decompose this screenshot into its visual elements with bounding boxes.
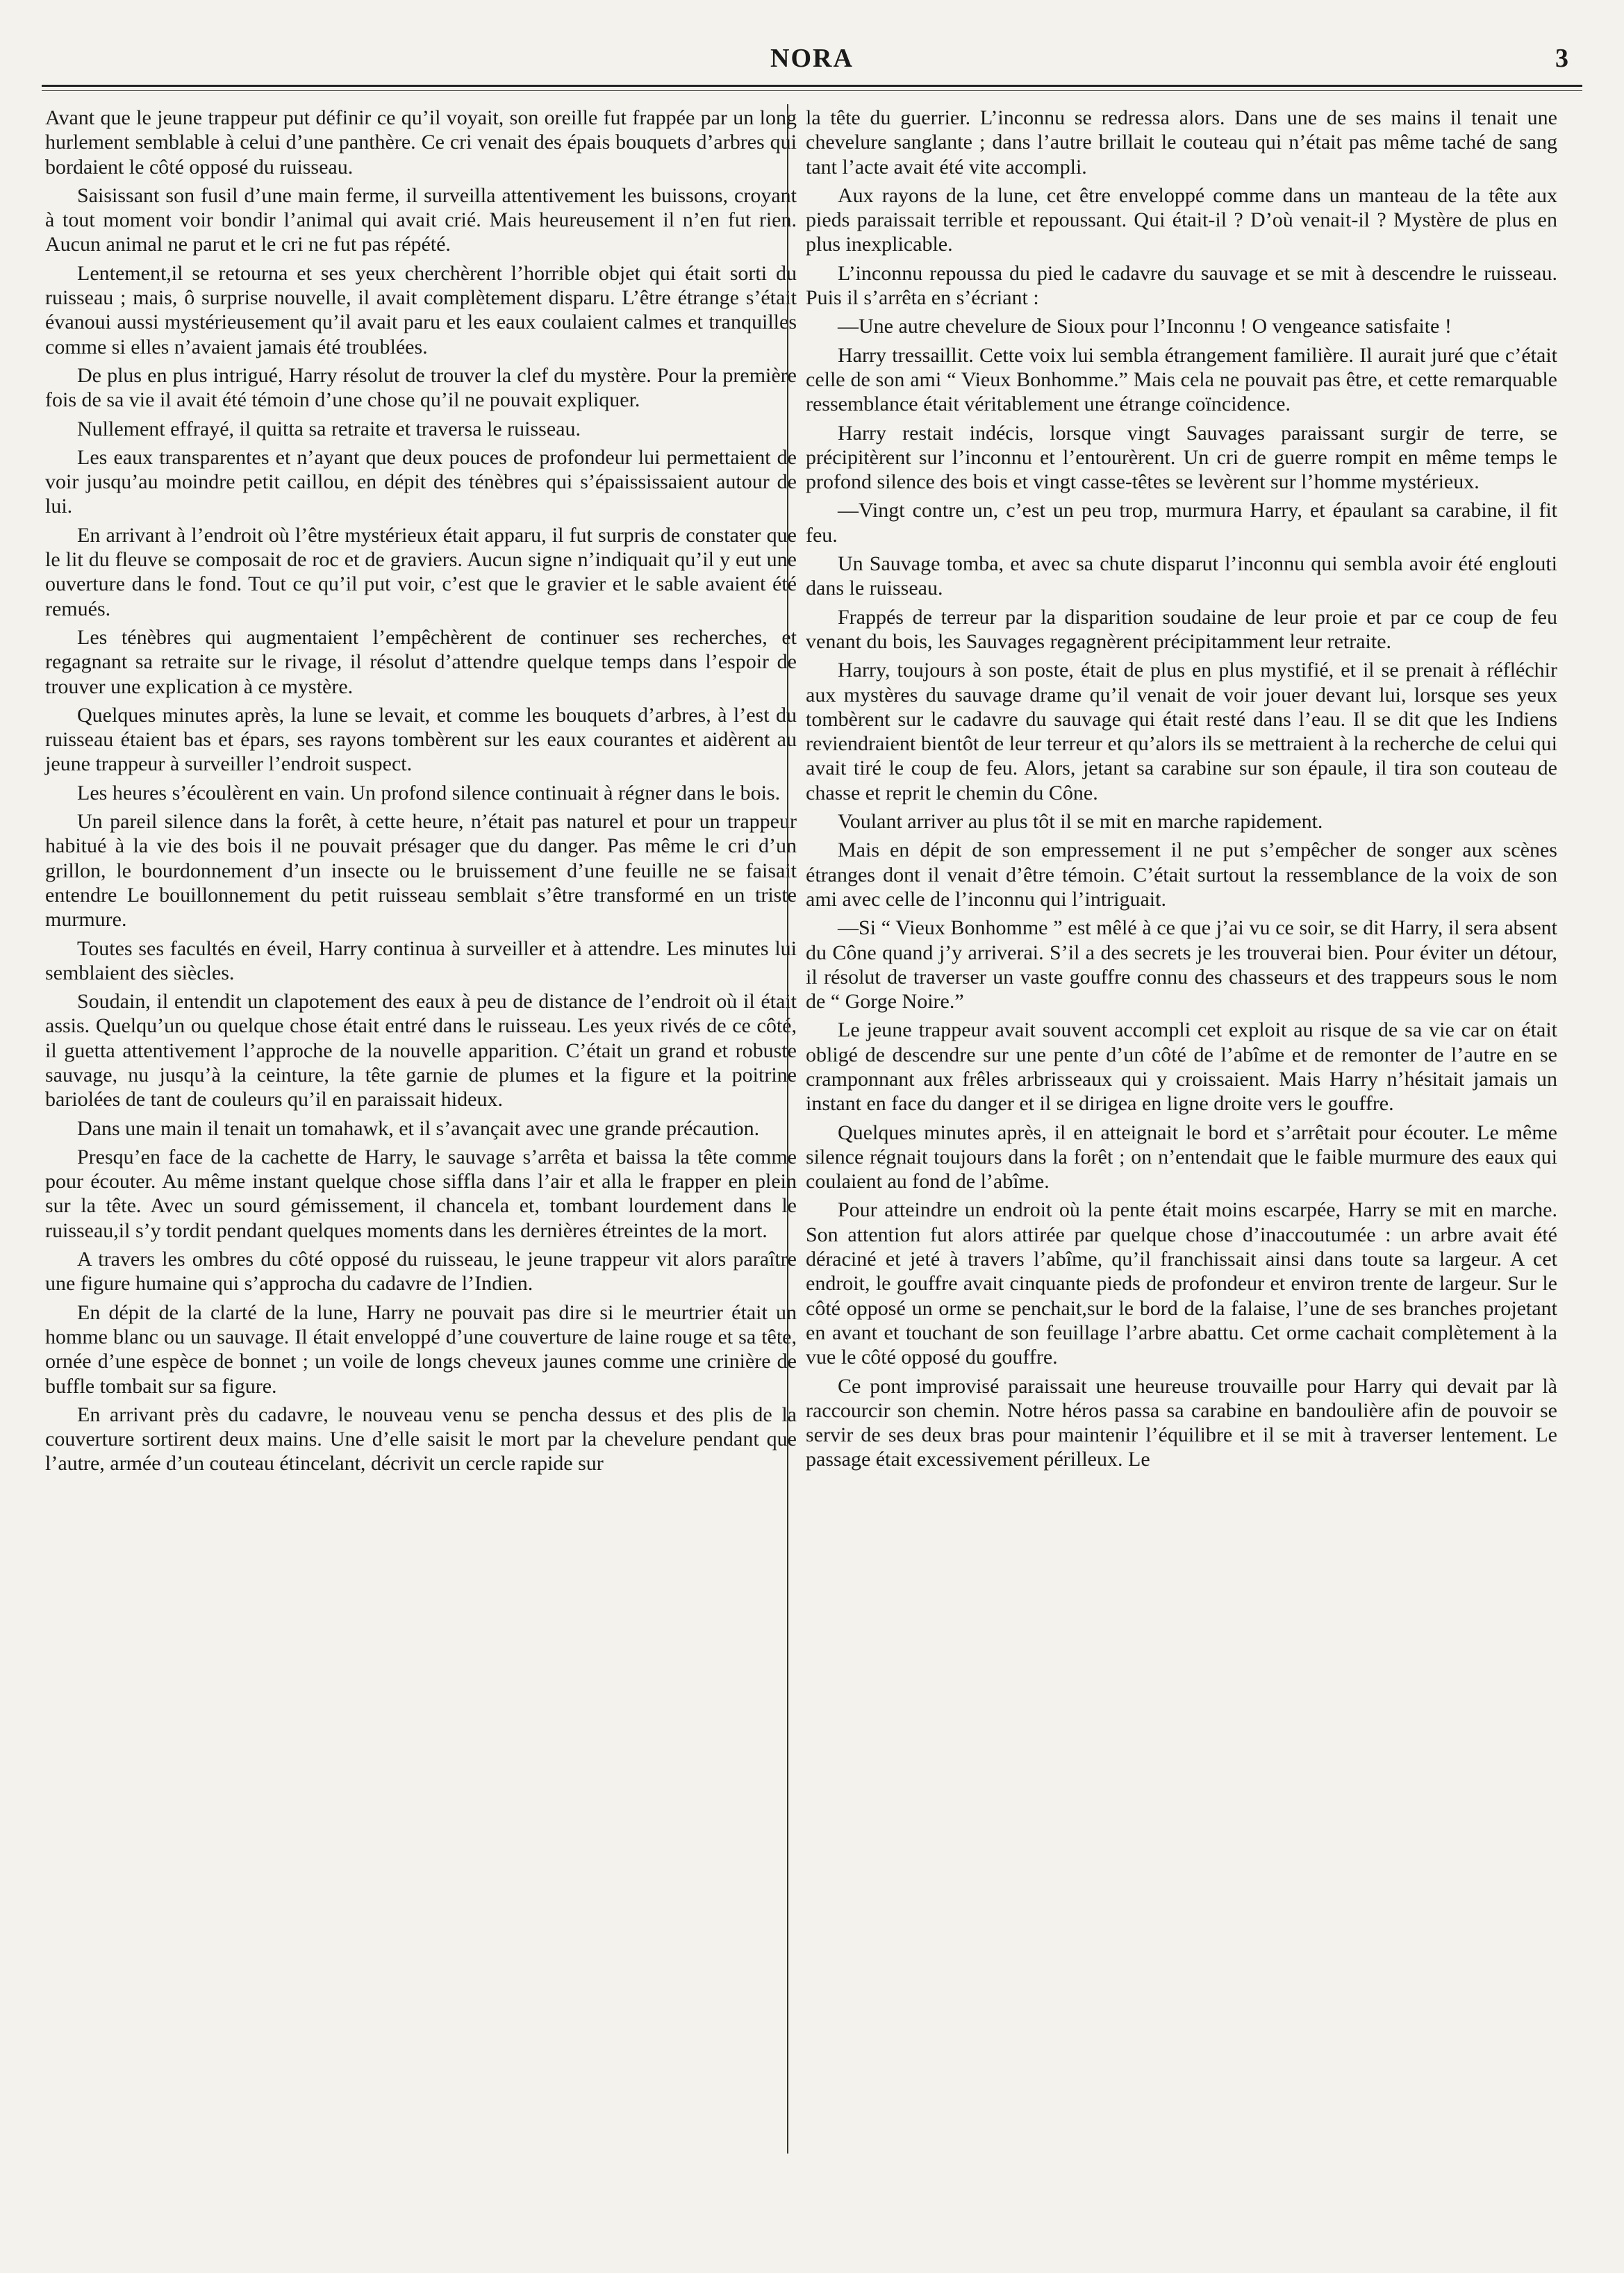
header-rule — [42, 85, 1582, 87]
paragraph: Dans une main il tenait un tomahawk, et il s’avançait avec une grande précaution. — [77, 1116, 760, 1140]
paragraph: Quelques minutes après, il en atteignait le bord et s’arrêtait pour écouter. Le même silence régnait toujours dans la forêt ; on n’entendait que le faible murmure des eaux qui coulaient au fond de l’abîme. — [806, 1121, 1557, 1193]
paragraph: Avant que le jeune trappeur put définir ce qu’il voyait, son oreille fut frappée par un long hurlement semblable à celui d’une panthère. Ce cri venait des épais bouquets d’arbres qui bordaient le côté opposé du ruisseau. — [45, 106, 797, 179]
paragraph: Saisissant son fusil d’une main ferme, il surveilla attentivement les buissons, croyant à tout moment voir bondir l’animal qui avait crié. Mais heureusement il n’en fut rien. Aucun animal ne parut et le cri ne fut pas répété. — [45, 183, 797, 256]
paragraph: Lentement,il se retourna et ses yeux cherchèrent l’horrible objet qui était sorti du ruisseau ; mais, ô surprise nouvelle, il avait complètement disparu. L’être étrange s’était évanoui aussi mystérieusement qu’il avait paru et les eaux coulaient calmes et tranquilles comme si elles n’avaient jamais été troublées. — [45, 261, 797, 358]
paragraph: Soudain, il entendit un clapotement des eaux à peu de distance de l’endroit où il était assis. Quelqu’un ou quelque chose était entré dans le ruisseau. Les yeux rivés de ce côté, il guetta attentivement l’approche de la nouvelle apparition. C’était un grand et robuste sauvage, nu jusqu’à la ceinture, la tête garnie de plumes et la figure et la poitrine bariolées de tant de couleurs qu’il en paraissait hideux. — [45, 990, 797, 1111]
paragraph: Les ténèbres qui augmentaient l’empêchèrent de continuer ses recherches, et regagnant sa retraite sur le rivage, il résolut d’attendre quelque temps dans l’espoir de trouver une explication à ce mystère. — [45, 625, 797, 698]
paragraph: Les heures s’écoulèrent en vain. Un profond silence continuait à régner dans le bois. — [77, 781, 781, 804]
paragraph: Aux rayons de la lune, cet être enveloppé comme dans un manteau de la tête aux pieds paraissait terrible et repoussant. Qui était-il ? D’où venait-il ? Mystère de plus en plus inexplicable. — [806, 183, 1557, 256]
paragraph: —Une autre chevelure de Sioux pour l’Inconnu ! O vengeance satisfaite ! — [838, 315, 1452, 338]
paragraph: De plus en plus intrigué, Harry résolut de trouver la clef du mystère. Pour la première fois de sa vie il avait été témoin d’une chose qu’il ne pouvait expliquer. — [45, 363, 797, 412]
paragraph: Les eaux transparentes et n’ayant que deux pouces de profondeur lui permettaient de voir jusqu’au moindre petit caillou, en dépit des ténèbres qui s’épaississaient autour de lui. — [45, 445, 797, 518]
paragraph: Harry, toujours à son poste, était de plus en plus mystifié, et il se prenait à réfléchir aux mystères du sauvage drame qu’il venait de voir jouer devant lui, lorsque ses yeux tombèrent sur le cadavre du sauvage qui était resté dans l’eau. Il se dit que les Indiens reviendraient bientôt de leur terreur et qu’alors ils se mettraient à la recherche de celui qui avait tiré le coup de feu. Alors, jetant sa carabine sur son épaule, il tira son couteau de chasse et reprit le chemin du Cône. — [806, 659, 1557, 804]
page-number: 3 — [1555, 44, 1568, 73]
paragraph: Frappés de terreur par la disparition soudaine de leur proie et par ce coup de feu venant du bois, les Sauvages regagnèrent précipitamment leur retraite. — [806, 605, 1557, 653]
paragraph: L’inconnu repoussa du pied le cadavre du sauvage et se mit à descendre le ruisseau. Puis il s’arrêta en s’écriant : — [806, 261, 1557, 310]
paragraph: Presqu’en face de la cachette de Harry, le sauvage s’arrêta et baissa la tête comme pour écouter. Au même instant quelque chose siffla dans l’air et alla le frapper en plein sur la tête. Avec un sourd gémissement, il chancela et, tombant lourdement dans le ruisseau,il s’y tordit pendant quelques moments dans les dernières étreintes de la mort. — [45, 1145, 797, 1242]
header-rule-thin — [42, 90, 1582, 91]
column-divider — [787, 104, 788, 2154]
paragraph: Un Sauvage tomba, et avec sa chute disparut l’inconnu qui sembla avoir été englouti dans le ruisseau. — [806, 552, 1557, 600]
paragraph: Nullement effrayé, il quitta sa retraite et traversa le ruisseau. — [77, 417, 581, 440]
paragraph: Harry tressaillit. Cette voix lui sembla étrangement familière. Il aurait juré que c’était celle de son ami “ Vieux Bonhomme.” Mais cela ne pouvait pas être, et cette remarquable ressemblance était véritablement une étrange coïncidence. — [806, 343, 1557, 416]
paragraph: —Si “ Vieux Bonhomme ” est mêlé à ce que j’ai vu ce soir, se dit Harry, il sera absent du Cône quand j’y arriverai. S’il a des secrets je les trouverai bien. Pour éviter un détour, il résolut de traverser un vaste gouffre connu des chasseurs et des trappeurs sous le nom de “ Gorge Noire.” — [806, 916, 1557, 1014]
paragraph: A travers les ombres du côté opposé du ruisseau, le jeune trappeur vit alors paraître une figure humaine qui s’approcha du cadavre de l’Indien. — [45, 1248, 797, 1296]
page-header — [49, 43, 1575, 85]
paragraph: Ce pont improvisé paraissait une heureuse trouvaille pour Harry qui devait par là raccourcir son chemin. Notre héros passa sa carabine en bandoulière afin de pouvoir se servir de ses deux bras pour maintenir l’équilibre et il se mit à traverser lentement. Le passage était excessivement périlleux. Le — [806, 1374, 1557, 1471]
paragraph: En dépit de la clarté de la lune, Harry ne pouvait pas dire si le meurtrier était un homme blanc ou un sauvage. Il était enveloppé d’une couverture de laine rouge et sa tête, ornée d’une espèce de bonnet ; un voile de longs cheveux jaunes comme une crinière de buffle tombait sur sa figure. — [45, 1300, 797, 1398]
paragraph: Mais en dépit de son empressement il ne put s’empêcher de songer aux scènes étranges dont il venait d’être témoin. C’était surtout la ressemblance de la voix de son ami avec celle de l’inconnu qui l’intriguait. — [806, 838, 1557, 911]
paragraph: Quelques minutes après, la lune se levait, et comme les bouquets d’arbres, à l’est du ruisseau étaient bas et épars, ses rayons tombèrent sur les eaux courantes et aidèrent au jeune trappeur à surveiller l’endroit suspect. — [45, 703, 797, 776]
paragraph: Le jeune trappeur avait souvent accompli cet exploit au risque de sa vie car on était obligé de descendre sur une pente d’un côté de l’abîme et de remonter de l’autre en se cramponnant aux frêles arbrisseaux qui y croissaient. Mais Harry n’hésitait jamais un instant en face du danger et il se dirigea en ligne droite vers le gouffre. — [806, 1018, 1557, 1116]
left-column — [45, 106, 797, 1480]
paragraph-continued: la tête du guerrier. L’inconnu se redressa alors. Dans une de ses mains il tenait une chevelure sanglante ; dans l’autre brillait le couteau qui n’était pas même taché de sang tant l’acte avait été vite accompli. — [806, 106, 1557, 179]
running-title: NORA — [770, 44, 854, 73]
paragraph: En arrivant près du cadavre, le nouveau venu se pencha dessus et des plis de la couverture sortirent deux mains. Une d’elle saisit le mort par la chevelure pendant que l’autre, armée d’un couteau étincelant, décrivit un cercle rapide sur — [45, 1403, 797, 1476]
paragraph: En arrivant à l’endroit où l’être mystérieux était apparu, il fut surpris de constater que le lit du fleuve se composait de roc et de graviers. Aucun signe n’indiquait qu’il y eut une ouverture dans le fond. Tout ce qu’il put voir, c’est que le gravier et le sable avaient été remués. — [45, 523, 797, 620]
paragraph: Voulant arriver au plus tôt il se mit en marche rapidement. — [838, 810, 1323, 834]
paragraph: —Vingt contre un, c’est un peu trop, murmura Harry, et épaulant sa carabine, il fit feu. — [806, 499, 1557, 547]
paragraph: Un pareil silence dans la forêt, à cette heure, n’était pas naturel et pour un trappeur habitué à la vie des bois il ne pouvait présager que du danger. Pas même le cri d’un grillon, le bourdonnement d’un insecte ou le bruissement d’une feuille ne se faisait entendre Le bouillonnement du petit ruisseau semblait s’être transformé en un triste murmure. — [45, 810, 797, 932]
paragraph: Harry restait indécis, lorsque vingt Sauvages paraissant surgir de terre, se précipitèrent sur l’inconnu et l’entourèrent. Un cri de guerre rompit en même temps le profond silence des bois et vingt casse-têtes se levèrent sur l’homme mystérieux. — [806, 421, 1557, 494]
paragraph: Pour atteindre un endroit où la pente était moins escarpée, Harry se mit en marche. Son attention fut alors attirée par quelque chose d’inaccoutumée : un arbre avait été déraciné et jeté à travers l’abîme, qu’il franchissait ainsi dans toute sa largeur. A cet endroit, le gouffre avait cinquante pieds de profondeur et environ trente de largeur. Sur le côté opposé un orme se penchait,sur le bord de la falaise, l’une de ses branches projetant en avant et touchant de son feuillage l’arbre abattu. Cet orme cachait complètement à la vue le côté opposé du gouffre. — [806, 1198, 1557, 1369]
paragraph: Toutes ses facultés en éveil, Harry continua à surveiller et à attendre. Les minutes lui semblaient des siècles. — [45, 936, 797, 984]
right-column — [806, 106, 1557, 1476]
